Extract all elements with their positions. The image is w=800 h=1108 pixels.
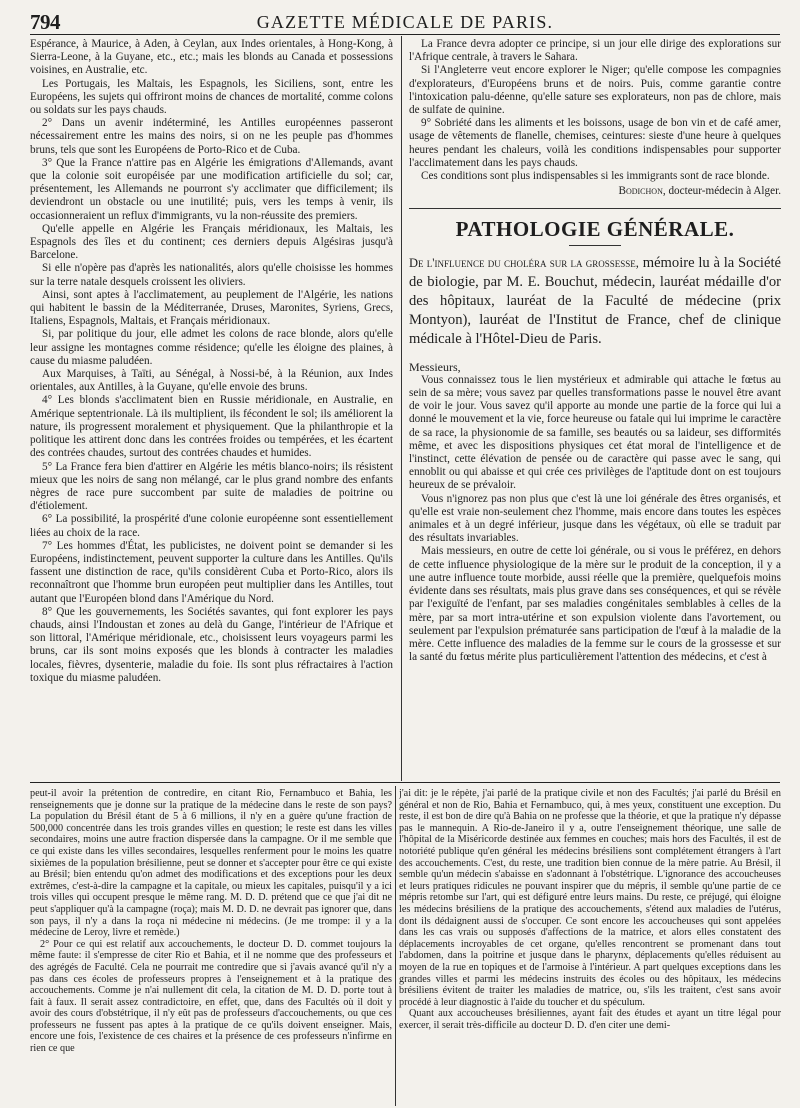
footnote-rule (30, 782, 780, 783)
paragraph: Ces conditions sont plus indispensables si les immigrants sont de race blonde. (421, 170, 770, 183)
salutation: Messieurs, (409, 359, 461, 374)
header-rule (30, 34, 780, 35)
paragraph: Vous n'ignorez pas non plus que c'est là une loi générale des êtres organisés, et qu'elle est vraie non-seulement chez l'homme, mais encore dans toutes les espèces animales et à un degré inférieur, jusque dans les végétaux, où elle se traduit par des résultats invariables. (409, 492, 781, 545)
paragraph: 7° Les hommes d'État, les publicistes, ne doivent point se demander si les Européens, indistinctement, peuvent supporter la culture dans les Antilles. Qu'ils fassent une distinction de race, qu'ils considèrent Cuba et Porto-Rico, alors ils reconnaîtront que l'homme brun européen peut multiplier dans les Antilles, tout autant que l'Européen blond dans l'Amérique du Nord. (30, 539, 393, 605)
paragraph: Ainsi, sont aptes à l'acclimatement, au peuplement de l'Algérie, les nations qui habitent le bassin de la Méditerranée, Druses, Maronites, Syriens, Grecs, Italiens, Espagnols, Maltais, et Français méridionaux. (30, 288, 393, 328)
signature (409, 185, 781, 198)
paragraph: Espérance, à Maurice, à Aden, à Ceylan, aux Indes orientales, à Hong-Kong, à Sierra-Leone, à la Guyane, etc., etc.; mais les blonds au Canada et possessions voisines, en Australie, etc. (30, 38, 393, 77)
signature-name: Bodichon (618, 185, 663, 198)
paragraph: Vous connaissez tous le lien mystérieux et admirable qui attache le fœtus au sein de sa mère; vous savez par quelles transformations passe le nouvel être avant de voir le jour. Vous savez qu'il apporte au monde une partie de la force qui lui a donné le mouvement et la vie, force heureuse ou fatale qui lui imprime le caractère de sa race, la physionomie de sa famille, ses beautés ou sa laideur, ses difformités même, et avec les dispositions physiques cet état moral de l'intelligence et de l'instinct, cette élévation de pensée ou de caractère qui passe avec le sang, qui ennoblit ou qui abaisse et qui crée ces privilèges de l'aptitude dont on est toujours heureux de se prévaloir. (409, 373, 781, 492)
paragraph: 8° Que les gouvernements, les Sociétés savantes, qui font explorer les pays chauds, ainsi l'Indoustan et zones au delà du Gange, l'intérieur de l'Afrique et son littoral, l'Amérique méridionale, etc., choisissent leurs voyageurs parmi les bruns, car ils sont moins exposés que les blonds à contracter les maladies locales, fièvres, dysenterie, maladie du foie. Ils sont plus réfractaires à l'action toxique du miasme paludéen. (30, 605, 393, 684)
footnote-paragraph: 2° Pour ce qui est relatif aux accouchements, le docteur D. D. commet toujours la même faute: il s'empresse de citer Rio et Bahia, et il ne nomme que des professeurs et des agrégés de Faculté. Cela ne pourrait me contredire que si j'avais avancé qu'il n'y a pas dans ces écoles de professeurs propres à l'enseignement et à la pratique des accouchements. Comme je n'ai nullement dit cela, la citation de M. D. D. porte tout à fait à faux. Il serait assez contradictoire, en effet, que, dans des Facultés où il doit y avoir des cours d'obstétrique, il n'y eût pas de professeurs d'accouchements, ou que ces professeurs ne fussent pas aptes à la pratique de ce qu'ils doivent enseigner. Mais, encore une fois, l'existence de ces chaires et la présence de ces professeurs n'infirme en rien ce que (30, 938, 392, 1055)
section-rule (409, 208, 781, 209)
page-header (30, 6, 780, 36)
column-divider (401, 36, 402, 781)
paragraph: Si, par politique du jour, elle admet les colons de race blonde, alors qu'elle leur assigne les montagnes comme résidence; qu'elle les éloigne des plaines, à cause du miasme paludéen. (30, 328, 393, 367)
section-title: PATHOLOGIE GÉNÉRALE. (455, 217, 735, 242)
paragraph: Les Portugais, les Maltais, les Espagnols, les Siciliens, sont, entre les Européens, les sujets qui offriront moins de chances de mortalité, comme colons ou soldats sur les pays chauds. (30, 77, 393, 117)
paragraph: 9° Sobriété dans les aliments et les boissons, usage de bon vin et de café amer, usage de vêtements de flanelle, chemises, ceintures: sieste d'une heure à quelques heures pendant les chaleurs, voilà les conditions indispensables pour supporter l'acclimatement dans les pays chauds. (409, 117, 781, 169)
footnote-left-column (30, 788, 392, 1106)
journal-title: GAZETTE MÉDICALE DE PARIS. (256, 12, 554, 32)
footnote-divider (395, 786, 396, 1106)
footnote-paragraph: peut-il avoir la prétention de contredire, en citant Rio, Fernambuco et Bahia, les renseignements que je donne sur la pratique de la médecine dans le reste de son pays? La population du Brésil étant de 5 à 6 millions, il n'y en a guère qu'une fraction de 500,000 concentrée dans les trois grandes villes en question; le reste est dans les villes secondaires, moins une autre fraction dispersée dans la campagne. Or il me semble que ce qui existe dans les villes secondaires, lesquelles renferment pour le moins les quatre sixièmes de la population brésilienne, peut se donner et s'accepter pour être ce qui existe au Brésil; bien entendu qu'on admet des modifications et des exceptions pour les deux extrêmes, c'est-à-dire la campagne et la capitale, ou mieux les capitales, puisqu'il y a ici trois villes qui occupent presque le même rang. M. D. D. prétend que ce que j'ai dit ne peut s'appliquer qu'à la campagne (roça); mais M. D. D. ne devrait pas ignorer que, dans son pays, il n'y a dans la roça ni médecine ni médecins. (Je me trompe: il y a la médecine de Leroy, livre et remède.) (30, 788, 392, 939)
title-underline (569, 245, 621, 246)
paragraph: Si l'Angleterre veut encore explorer le Niger; qu'elle compose les compagnies d'explorateurs, d'Européens bruns et de noirs. Puis, comme garantie contre l'intoxication palu-déenne, qu'elle sature ses explorateurs, non pas de chlore, mais de sulfate de quinine. (409, 64, 781, 117)
paragraph: Mais messieurs, en outre de cette loi générale, ou si vous le préférez, en dehors de cette influence physiologique de la mère sur le produit de la conception, il y a une autre influence toute morbide, aussi réelle que la première, quelquefois moins évidente dans ses résultats, mais plus grave dans ses conséquences, et qui se révèle par l'exiguïté de l'enfant, par ses maladies congénitales semblables à celles de la mère, par sa mort intra-utérine et son expulsion violente dans l'avortement, ou seulement par l'expulsion prématurée sans participation de l'œuf à la maladie de la mère. Cette influence des maladies de la femme sur le cours de la grossesse et sur la santé du fœtus mérite plus particulièrement l'attention des médecins, et c'est à (409, 545, 781, 664)
left-column (30, 38, 393, 778)
signature-title: , docteur-médecin à Alger. (662, 185, 781, 198)
paragraph: La France devra adopter ce principe, si un jour elle dirige des explorations sur l'Afrique centrale, à travers le Sahara. (409, 38, 781, 64)
article-heading-rest: mémoire lu à la Société de biologie, par M. E. Bouchut, médecin, lauréat médaille d'or des hôpitaux, lauréat de la Faculté de médecine (prix Montyon), lauréat de l'Institut de France, chef de clinique médicale à l'Hôtel-Dieu de Paris. (409, 254, 781, 347)
paragraph: 5° La France fera bien d'attirer en Algérie les métis blanco-noirs; ils résistent mieux que les noirs de sang non mélangé, car le plus grand nombre des enfants nègres de race pure succombent par suite de maladies de poitrine ou d'étiolement. (30, 460, 393, 513)
paragraph: Qu'elle appelle en Algérie les Français méridionaux, les Maltais, les Espagnols des îles et du continent; ces derniers depuis Algésiras jusqu'à Barcelone. (30, 222, 393, 262)
paragraph: 2° Dans un avenir indéterminé, les Antilles européennes passeront nécessairement entre les mains des noirs, si on ne les peuple pas d'hommes bruns, tels que sont les Européens de Porto-Rico et de Cuba. (30, 117, 393, 156)
right-column (409, 38, 781, 778)
paragraph: 4° Les blonds s'acclimatent bien en Russie méridionale, en Australie, en Amérique septentrionale. Là ils multiplient, ils fécondent le sol; ils améliorent la nature, ils progressent moralement et physiquement. Que la philanthropie et la politique les attirent donc dans les contrées froides ou tempérées, et les écartent des contrées chaudes, surtout des contrées chaudes et humides. (30, 394, 393, 460)
footnote-paragraph: Quant aux accoucheuses brésiliennes, ayant fait des études et ayant un titre légal pour exercer, il serait très-difficile au docteur D. D. d'en citer une demi- (399, 1008, 781, 1031)
article-heading-lead: De l'influence du choléra sur la grossesse, (409, 255, 639, 270)
paragraph: Si elle n'opère pas d'après les nationalités, alors qu'elle choisisse les hommes sur la terre natale desquels croissent les oliviers. (30, 262, 393, 288)
paragraph: Aux Marquises, à Taïti, au Sénégal, à Nossi-bé, à la Réunion, aux Indes orientales, aux Antilles, à la Guyane, qu'elle envoie des bruns. (30, 368, 393, 394)
footnote-paragraph: j'ai dit: je le répète, j'ai parlé de la pratique civile et non des Facultés; j'ai parlé du Brésil en général et non de Rio, Bahia et Fernambuco, qui, à mes yeux, constituent une exception. Du reste, il est bon de dire qu'à Bahia on ne professe que la théorie, et que la pratique n'y dépasse pas le mannequin. A Rio-de-Janeiro il y a, outre l'enseignement théorique, une salle de l'hôpital de la Miséricorde destinée aux femmes en couches; mais hors des Facultés, il est de notoriété publique qu'en général les médecins brésiliens sont complétement étrangers à l'art des accouchements. C'est, du reste, une tradition bien connue de la mère patrie. Au Brésil, il semble qu'un médecin s'abaisse en s'adonnant à l'obstétrique. L'ignorance des accoucheuses et leurs pratiques ridicules ne pouvant inspirer que du mépris, il semble qu'une partie de ce mépris retombe sur l'art, qui est défiguré entre leurs mains. Du reste, ce préjugé, qui éloigne les médecins brésiliens de la pratique des accouchements, s'étend aux maladies de l'utérus, dont ils dédaignent aussi de s'occuper. Ce sont encore les accoucheuses qui sont appelées dans les cas vrais ou supposés d'affections de la matrice, et alors elles constatent des déplacements incroyables de cet organe, qu'elles rencontrent se promenant dans tout l'abdomen, dans la poitrine et jusque dans le pharynx, déplacements qu'elles réduisent au moyen de la rue en topiques et de l'armoise à l'intérieur. A part quelques exceptions dans les grandes villes et parmi les médecins instruits des écoles ou des hôpitaux, les médecins brésiliens évitent de traiter les maladies de matrice, ou, s'ils les traitent, c'est sans avoir procédé à leur diagnostic à l'aide du toucher et du spéculum. (399, 788, 781, 1008)
footnote-right-column (399, 788, 781, 1106)
paragraph: 3° Que la France n'attire pas en Algérie les émigrations d'Allemands, avant que la colonie soit européisée par une modification artificielle du sol; car, présentement, les Allemands ne pourront s'y acclimater que difficilement; ils deviendront un obstacle ou une inutilité; puis, vers les temps à venir, ils occasionneraient un reflux d'immigrants, vu la non-réussite des premiers. (30, 156, 393, 222)
article-heading (409, 254, 781, 349)
page-number: 794 (30, 10, 60, 34)
paragraph: 6° La possibilité, la prospérité d'une colonie européenne sont essentiellement liées au choix de la race. (30, 513, 393, 539)
